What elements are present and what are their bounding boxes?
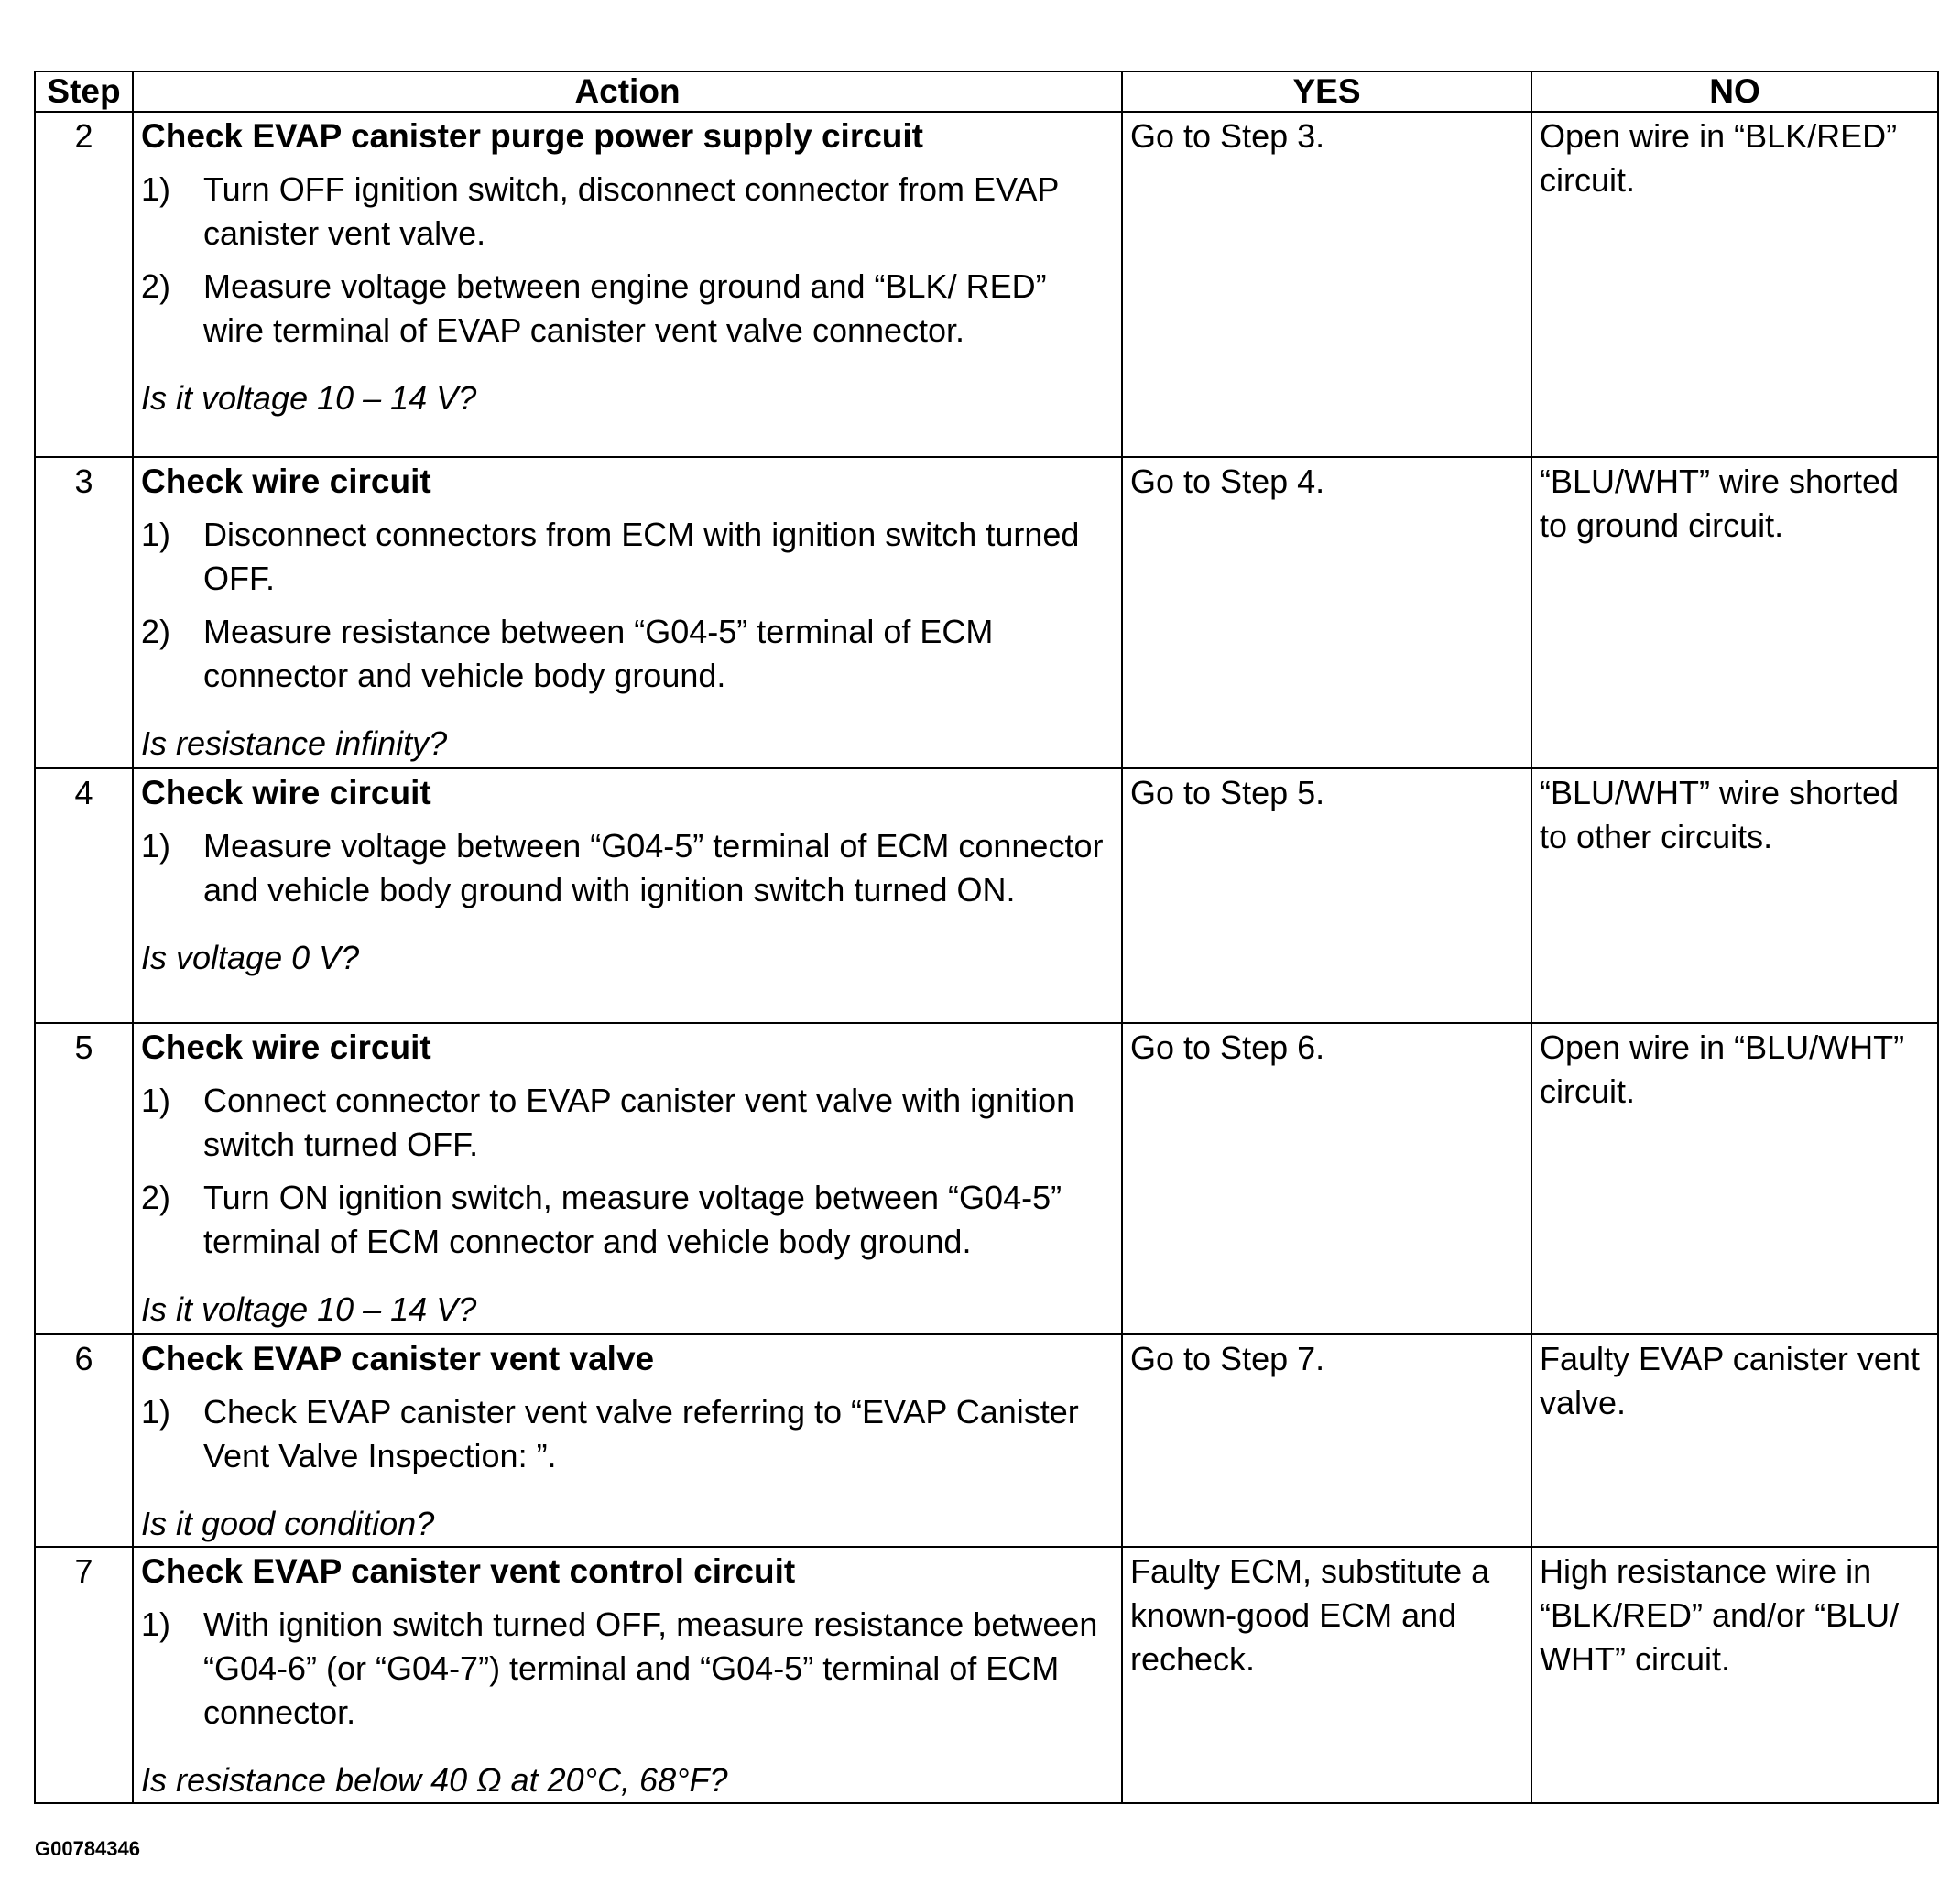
no-cell: “BLU/WHT” wire shorted to other circuits.: [1531, 768, 1938, 1023]
action-question: Is it voltage 10 – 14 V?: [141, 1290, 477, 1328]
action-title: Check EVAP canister purge power supply circuit: [141, 117, 923, 155]
action-cell: [133, 768, 1122, 1023]
header-action: Action: [133, 71, 1122, 112]
substep-number: 1): [141, 1393, 171, 1431]
header-row: [35, 71, 1938, 112]
yes-cell: Go to Step 5.: [1122, 768, 1531, 1023]
table-row: [35, 768, 1938, 1023]
substep-number: 1): [141, 170, 171, 208]
action-substeps: [141, 824, 1114, 912]
no-cell: High resistance wire in “BLK/RED” and/or “BLU/ WHT” circuit.: [1531, 1547, 1938, 1803]
action-substep: [141, 265, 1114, 353]
action-title: Check EVAP canister vent valve: [141, 1340, 655, 1377]
substep-text: Measure resistance between “G04-5” terminal of ECM connector and vehicle body ground.: [203, 613, 994, 694]
no-cell: Faulty EVAP canister vent valve.: [1531, 1334, 1938, 1547]
action-question: Is it good condition?: [141, 1505, 435, 1542]
action-cell: [133, 1547, 1122, 1803]
action-substep: [141, 1079, 1114, 1167]
no-cell: “BLU/WHT” wire shorted to ground circuit.: [1531, 457, 1938, 768]
substep-number: 1): [141, 516, 171, 553]
table-row: [35, 1547, 1938, 1803]
step-number: 2: [35, 112, 133, 457]
substep-text: Measure voltage between “G04-5” terminal of ECM connector and vehicle body ground with ignition switch turned ON.: [203, 827, 1104, 908]
table-row: [35, 1023, 1938, 1334]
action-substeps: [141, 168, 1114, 353]
action-question: Is it voltage 10 – 14 V?: [141, 379, 477, 417]
action-cell: [133, 1334, 1122, 1547]
step-number: 3: [35, 457, 133, 768]
substep-text: Disconnect connectors from ECM with ignition switch turned OFF.: [203, 516, 1080, 597]
action-substep: [141, 168, 1114, 256]
substep-text: Measure voltage between engine ground and “BLK/ RED” wire terminal of EVAP canister vent valve connector.: [203, 267, 1047, 349]
substep-number: 1): [141, 1605, 171, 1643]
diagnostic-table: [34, 71, 1939, 1804]
yes-cell: Go to Step 7.: [1122, 1334, 1531, 1547]
step-number: 4: [35, 768, 133, 1023]
header-no: NO: [1531, 71, 1938, 112]
table-row: [35, 1334, 1938, 1547]
action-substeps: [141, 1390, 1114, 1478]
substep-number: 1): [141, 1082, 171, 1119]
figure-id: G00784346: [35, 1837, 140, 1860]
substep-number: 2): [141, 267, 171, 305]
table-header: [35, 71, 1938, 112]
yes-cell: Go to Step 6.: [1122, 1023, 1531, 1334]
yes-cell: Go to Step 3.: [1122, 112, 1531, 457]
action-substeps: [141, 513, 1114, 698]
table-row: [35, 112, 1938, 457]
header-yes: YES: [1122, 71, 1531, 112]
action-substeps: [141, 1603, 1114, 1735]
no-cell: Open wire in “BLK/RED” circuit.: [1531, 112, 1938, 457]
action-cell: [133, 112, 1122, 457]
action-substep: [141, 824, 1114, 912]
action-question: Is resistance below 40 Ω at 20°C, 68°F?: [141, 1761, 728, 1799]
action-title: Check wire circuit: [141, 774, 431, 811]
step-number: 5: [35, 1023, 133, 1334]
action-substep: [141, 1390, 1114, 1478]
substep-number: 1): [141, 827, 171, 865]
table-body: [35, 112, 1938, 1803]
substep-text: Connect connector to EVAP canister vent valve with ignition switch turned OFF.: [203, 1082, 1075, 1163]
action-question: Is voltage 0 V?: [141, 939, 360, 976]
action-cell: [133, 457, 1122, 768]
action-substep: [141, 610, 1114, 698]
action-substep: [141, 1603, 1114, 1735]
step-number: 6: [35, 1334, 133, 1547]
step-number: 7: [35, 1547, 133, 1803]
yes-cell: Go to Step 4.: [1122, 457, 1531, 768]
action-substep: [141, 513, 1114, 601]
action-question: Is resistance infinity?: [141, 724, 448, 762]
no-cell: Open wire in “BLU/WHT” circuit.: [1531, 1023, 1938, 1334]
substep-text: Turn ON ignition switch, measure voltage between “G04-5” terminal of ECM connector and vehicle body ground.: [203, 1179, 1062, 1260]
header-step: Step: [35, 71, 133, 112]
action-title: Check wire circuit: [141, 1028, 431, 1066]
action-title: Check wire circuit: [141, 462, 431, 500]
action-cell: [133, 1023, 1122, 1334]
substep-text: With ignition switch turned OFF, measure resistance between “G04-6” (or “G04-7”) terminal and “G04-5” terminal of ECM connector.: [203, 1605, 1098, 1731]
action-title: Check EVAP canister vent control circuit: [141, 1552, 796, 1590]
substep-text: Turn OFF ignition switch, disconnect connector from EVAP canister vent valve.: [203, 170, 1059, 252]
table-row: [35, 457, 1938, 768]
substep-number: 2): [141, 613, 171, 650]
substep-number: 2): [141, 1179, 171, 1216]
action-substeps: [141, 1079, 1114, 1264]
action-substep: [141, 1176, 1114, 1264]
substep-text: Check EVAP canister vent valve referring to “EVAP Canister Vent Valve Inspection: ”.: [203, 1393, 1079, 1474]
yes-cell: Faulty ECM, substitute a known-good ECM and recheck.: [1122, 1547, 1531, 1803]
